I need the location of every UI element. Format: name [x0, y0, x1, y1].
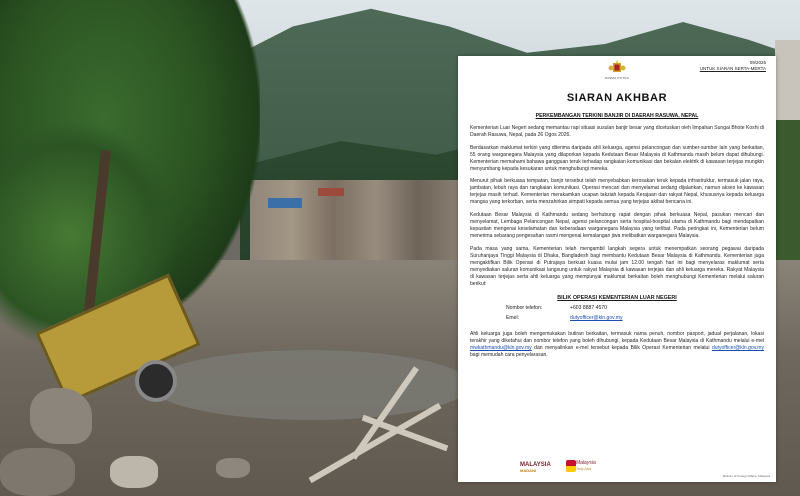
truck-wheel — [135, 360, 177, 402]
email-label: Emel: — [506, 314, 520, 321]
document-header — [458, 56, 776, 88]
crest-label: WISMA PUTRA — [604, 76, 630, 80]
release-tag: UNTUK SIARAN SERTA-MERTA — [699, 66, 766, 71]
ministry-footer-text: Ministry of Foreign Affairs, Malaysia — [722, 474, 770, 478]
boulder — [0, 448, 75, 496]
malaysia-truly-asia-logo — [576, 460, 596, 472]
document-footer — [458, 454, 776, 482]
coat-of-arms-icon — [608, 60, 626, 76]
operations-room-heading: BILIK OPERASI KEMENTERIAN LUAR NEGERI — [557, 294, 677, 301]
closing-text: Ahli keluarga juga boleh mengemukakan butiran berkaitan, termasuk nama penuh, nombor pasport, jadual perjalanan, lokasi terakhir yang diketahui dan nombor telefon yang boleh dihubungi, kepada Kedutaan Besar Malaysia di Kathmandu melalui e-mel — [470, 330, 764, 344]
duty-officer-email-link[interactable]: dutyofficer@kln.gov.my — [570, 314, 623, 321]
debris-planks — [300, 380, 460, 480]
duty-officer-email-link-2[interactable]: dutyofficer@kln.gov.my — [711, 345, 764, 352]
release-date: 09/2026 — [749, 60, 766, 65]
email-row — [458, 315, 776, 325]
paragraph: Menurut pihak berkuasa tempatan, banjir tersebut telah menyebabkan kerosakan teruk kepada infrastruktur, termasuk jalan raya, jambatan, lebuh raya dan rangkaian komunikasi. Operasi mencari dan menyelamat sedang dijalankan, namun akses ke kawasan terjejas masih terhad. Kementerian merakamkan ucapan takziah kepada Kerajaan dan rakyat Nepal, khususnya kepada keluarga mangsa yang terkorban, serta menzahirkan simpati kepada semua yang terjejas akibat bencana ini. — [470, 178, 764, 206]
tourism-logo-icon — [566, 460, 576, 472]
document-subtitle: PERKEMBANGAN TERKINI BANJIR DI DAERAH RASUWA, NEPAL — [535, 113, 699, 119]
tourism-logo-sub: Truly Asia — [576, 467, 592, 471]
press-release-document — [458, 56, 776, 482]
red-roof — [318, 188, 344, 196]
phone-label: Nombor telefon: — [506, 304, 543, 311]
closing-text: bagi memudah cara penyelarasan. — [470, 352, 548, 359]
madani-logo-sub: MADANI — [520, 468, 536, 473]
closing-paragraph — [470, 331, 764, 359]
blue-roof — [268, 198, 302, 208]
document-title: SIARAN AKHBAR — [566, 92, 668, 104]
tourism-logo-text: Malaysia — [576, 460, 596, 466]
boulder — [30, 388, 92, 444]
paragraph: Berdasarkan maklumat terkini yang diterima daripada ahli keluarga, agensi pelancongan dan sumber-sumber lain yang berkaitan, 55 orang warganegara Malaysia yang dilaporkan kepada Kedutaan Besar Malaysia di Kathmandu masih belum dapat dihubungi. Kementerian memahami bahawa gangguan teruk terhadap rangkaian komunikasi dan bekalan elektrik di kawasan terjejas mungkin menyumbang kepada kesukaran untuk menghubungi mereka. — [470, 144, 764, 172]
madani-logo-text: MALAYSIA — [520, 462, 551, 468]
phone-number: +603 8887 4570 — [570, 304, 607, 311]
paragraph: Pada masa yang sama, Kementerian telah mengambil langkah segera untuk menempatkan seorang pegawai daripada Suruhanjaya Tinggi Malaysia di Dhaka, Bangladesh bagi membantu Kedutaan Besar Malaysia di Kathmandu. Kementerian juga mengaktifkan Bilik Operasi di Putrajaya berkuat kuasa mulai jam 12.00 tengah hari ini bagi menyelaras maklumat serta menyediakan saluran komunikasi langsung untuk rakyat Malaysia di kawasan terjejas dan ahli keluarga mereka. Rakyat Malaysia di kawasan terjejas serta ahli keluarga yang mempunyai maklumat berkaitan boleh menghubungi Kementerian melalui saluran berikut: — [470, 245, 764, 287]
malaysia-madani-logo — [520, 462, 551, 474]
phone-row — [458, 305, 776, 315]
boulder — [216, 458, 250, 478]
boulder — [110, 456, 158, 488]
paragraph: Kementerian Luar Negeri sedang memantau rapi situasi susulan banjir besar yang dicetuskan oleh limpahan Sungai Bhote Koshi di Daerah Rasuwa, Nepal, pada 26 Ogos 2026. — [470, 125, 764, 139]
paragraph: Kedutaan Besar Malaysia di Kathmandu sedang berhubung rapat dengan pihak berkuasa Nepal, pasukan mencari dan menyelamat, Lembaga Pelancongan Nepal, agensi pelancongan serta hospital-hospital utama di Kathmandu bagi mendapatkan kepastian mengenai keselamatan dan keberadaan warganegara Malaysia yang terlibat. Pada peringkat ini, Kementerian belum menerima sebarang pengesahan rasmi mengenai kemalangan jiwa melibatkan warganegara Malaysia. — [470, 211, 764, 240]
embassy-email-link[interactable]: mwkathmandu@kln.gov.my — [470, 345, 532, 352]
closing-text: dan menyalinkan e-mel tersebut kepada Bilik Operasi Kementerian melalui — [531, 345, 712, 352]
